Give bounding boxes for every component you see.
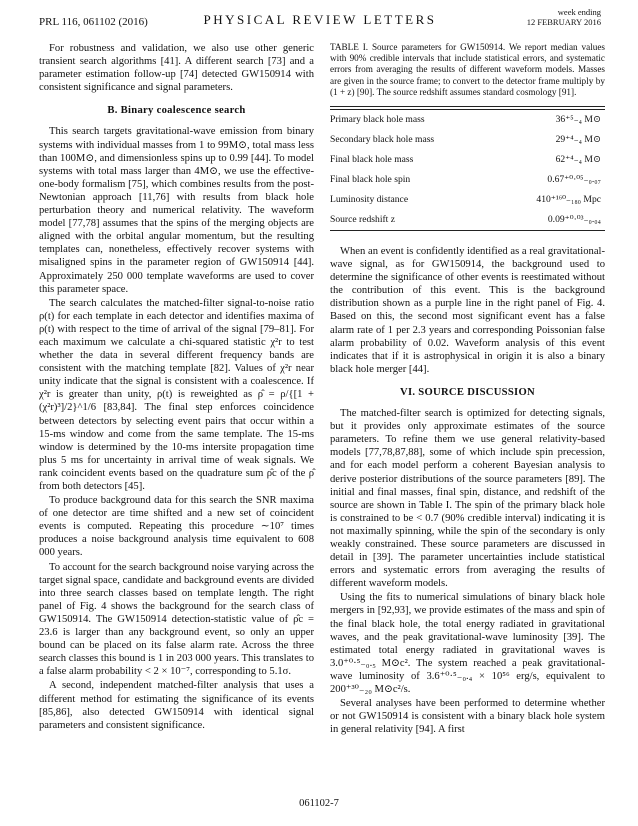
journal-reference: PRL 116, 061102 (2016) [39, 16, 148, 28]
table-cell-value: 0.67⁺⁰·⁰⁵₋₀.₀₇ [547, 174, 601, 186]
table-row [330, 130, 605, 150]
table-row [330, 210, 605, 231]
section-heading-binary-coalescence: B. Binary coalescence search [107, 105, 246, 117]
table-cell-label: Final black hole spin [330, 174, 411, 186]
table-cell-value: 0.09⁺⁰·⁰³₋₀.₀₄ [496, 210, 605, 231]
table-cell-label: Luminosity distance [330, 194, 409, 206]
table-cell-value: 62⁺⁴₋₄ M⊙ [555, 154, 601, 166]
table-cell-value: 410⁺¹⁶⁰₋₁₈₀ Mpc [536, 194, 601, 206]
table-row [330, 110, 605, 131]
table-caption: TABLE I. Source parameters for GW150914. We report median values with 90% credible intervals that include statistical errors, and systematic errors from averaging the results of different waveform models. Masses are given in the source frame; to convert to the detector frame multiply by (1 + z) [90]. The source redshift assumes standard cosmology [91]. [330, 42, 605, 97]
table-row [330, 170, 605, 190]
table-cell-label: Primary black hole mass [330, 110, 496, 131]
table-cell-value: 36⁺⁵₋₄ M⊙ [496, 110, 605, 131]
right-column [330, 42, 605, 737]
paragraph: A second, independent matched-filter analysis that uses a different method for estimating the significance of its events [85,86], also detected GW150914 with identical signal parameters and consistent significance. [39, 680, 314, 731]
paragraph: Several analyses have been performed to determine whether or not GW150914 is consistent with a binary black hole system in general relativity [94]. A first [330, 698, 605, 736]
table-cell-label: Final black hole mass [330, 154, 414, 166]
week-ending-date: 12 FEBRUARY 2016 [526, 16, 601, 27]
issue-date [527, 8, 601, 27]
table-row [330, 150, 605, 170]
paragraph: The search calculates the matched-filter signal-to-noise ratio ρ(t) for each template in each detector and identifies maxima of ρ(t) with respect to the time of arrival of the signal [79–81]. For each maximum we calculate a chi-squared statistic χ²r to test whether the data in several different frequency bands are consistent with the matching template [82]. Values of χ²r near unity indicate that the signal is consistent with a coalescence. If χ²r is greater than unity, ρ(t) is reweighted as ρ̂ = ρ/{[1 + (χ²r)³]/2}^1/6 [83,84]. The final step enforces coincidence between detectors by selecting event pairs that occur within a 15-ms window and come from the same template. The 15-ms window is determined by the 10-ms intersite propagation time plus 5 ms for uncertainty in arrival time of weak signals. We rank coincident events based on the quadrature sum ρ̂c of the ρ̂ from both detectors [45]. [39, 297, 314, 492]
running-header [39, 8, 601, 32]
journal-name: PHYSICAL REVIEW LETTERS [203, 12, 437, 27]
paragraph: This search targets gravitational-wave emission from binary systems with individual masses from 1 to 99M⊙, total mass less than 100M⊙, and dimensionless spins up to 0.99 [44]. To model systems with total mass larger than 4M⊙, we use the effective-one-body formalism [75], which combines results from the post-Newtonian approach [11,76] with results from black hole perturbation theory and numerical relativity. The waveform model [77,78] assumes that the spins of the merging objects are aligned with the orbital angular momentum, but the resulting templates can, nonetheless, effectively recover systems with misaligned spins in the parameter region of GW150914 [44]. Approximately 250 000 template waveforms are used to cover this parameter space. [39, 126, 314, 295]
paragraph: To produce background data for this search the SNR maxima of one detector are time shifted and a new set of coincident events is computed. Repeating this procedure ∼10⁷ times produces a noise background analysis time equivalent to 608 000 years. [39, 495, 314, 559]
table-row [330, 190, 605, 210]
table-cell-label: Secondary black hole mass [330, 134, 435, 146]
paragraph: To account for the search background noise varying across the target signal space, candidate and background events are divided into three search classes based on template length. The right panel of Fig. 4 shows the background for the search class of GW150914. The GW150914 detection-statistic value of ρ̂c = 23.6 is larger than any background event, so only an upper bound can be placed on its false alarm rate. Across the three search classes this bound is 1 in 203 000 years. This translates to a false alarm probability < 2 × 10⁻⁷, corresponding to 5.1σ. [39, 561, 314, 678]
paragraph: When an event is confidently identified as a real gravitational-wave signal, as for GW150914, the background used to determine the significance of other events is reestimated without the contribution of this event. This is the background distribution shown as a purple line in the right panel of Fig. 4. Based on this, the second most significant event has a false alarm rate of 1 per 2.3 years and corresponding Poissonian false alarm probability of 0.02. Waveform analysis of this event indicates that if it is astrophysical in origin it is also a binary black hole merger [44]. [330, 246, 605, 375]
paragraph: For robustness and validation, we also use other generic transient search algorithms [41]. A different search [73] and a parameter estimation follow-up [74] detected GW150914 with consistent significance and signal parameters. [39, 43, 314, 94]
section-heading-source-discussion: VI. SOURCE DISCUSSION [400, 386, 535, 398]
paragraph: Using the fits to numerical simulations of binary black hole mergers in [92,93], we provide estimates of the mass and spin of the final black hole, the total energy radiated in gravitational waves, and the peak gravitational-wave luminosity [39]. The estimated total energy radiated in gravitational waves is 3.0⁺⁰·⁵₋₀.₅ M⊙c². The system reached a peak gravitational-wave luminosity of 3.6⁺⁰·⁵₋₀.₄ × 10⁵⁶ erg/s, equivalent to 200⁺³⁰₋₂₀ M⊙c²/s. [330, 592, 605, 696]
paragraph: The matched-filter search is optimized for detecting signals, but it provides only approximate estimates of the source parameters. To refine them we use general relativity-based models [77,78,87,88], some of which include spin precession, and for each model perform a coherent Bayesian analysis to derive posterior distributions of the source parameters [89]. The initial and final masses, final spin, distance, and redshift of the source are shown in Table I. The spin of the primary black hole is constrained to be < 0.7 (90% credible interval) indicating it is not maximally spinning, while the spin of the secondary is only weakly constrained. These source parameters are discussed in detail in [39]. The parameter uncertainties include statistical errors and systematic errors from averaging the results of different waveform models. [330, 408, 605, 590]
week-ending-label: week ending [557, 7, 601, 17]
table-cell-value: 29⁺⁴₋₄ M⊙ [555, 134, 601, 146]
left-column [39, 42, 314, 733]
source-parameters-table [330, 106, 605, 231]
table-cell-label: Source redshift z [330, 210, 496, 231]
page-number: 061102-7 [299, 798, 339, 809]
